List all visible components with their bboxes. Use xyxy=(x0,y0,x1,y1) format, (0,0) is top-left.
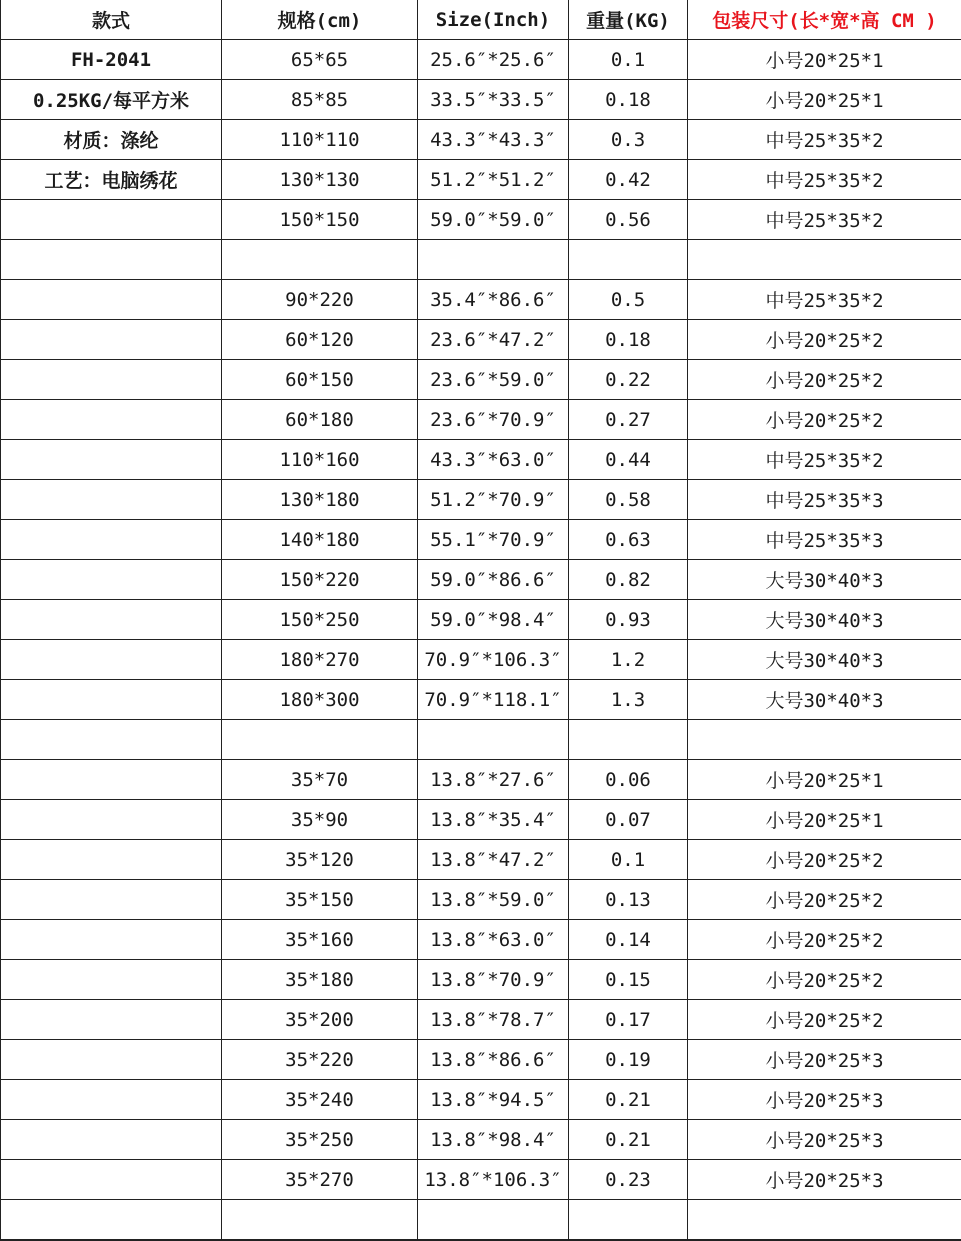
cell-weight xyxy=(569,240,688,280)
cell-size-inch: 25.6″*25.6″ xyxy=(418,40,569,80)
cell-weight: 0.1 xyxy=(569,40,688,80)
cell-size-cm: 35*120 xyxy=(222,840,418,880)
cell-package-size: 小号20*25*2 xyxy=(688,320,961,360)
table-row xyxy=(1,680,961,720)
table-row xyxy=(1,960,961,1000)
cell-weight xyxy=(569,1200,688,1240)
cell-size-cm: 90*220 xyxy=(222,280,418,320)
cell-size-inch: 55.1″*70.9″ xyxy=(418,520,569,560)
cell-size-inch: 13.8″*35.4″ xyxy=(418,800,569,840)
table-row xyxy=(1,480,961,520)
cell-size-cm: 110*160 xyxy=(222,440,418,480)
cell-style xyxy=(1,920,222,960)
cell-package-size: 小号20*25*2 xyxy=(688,920,961,960)
cell-weight: 1.3 xyxy=(569,680,688,720)
table-row xyxy=(1,1200,961,1240)
cell-style xyxy=(1,840,222,880)
cell-size-cm: 150*220 xyxy=(222,560,418,600)
cell-size-cm: 35*180 xyxy=(222,960,418,1000)
cell-package-size: 中号25*35*3 xyxy=(688,520,961,560)
cell-size-cm: 35*250 xyxy=(222,1120,418,1160)
cell-size-inch: 51.2″*70.9″ xyxy=(418,480,569,520)
cell-package-size: 小号20*25*2 xyxy=(688,1000,961,1040)
table-row xyxy=(1,40,961,80)
cell-package-size: 小号20*25*2 xyxy=(688,960,961,1000)
cell-weight: 0.13 xyxy=(569,880,688,920)
cell-size-cm: 35*270 xyxy=(222,1160,418,1200)
cell-size-inch: 13.8″*94.5″ xyxy=(418,1080,569,1120)
header-package-size: 包装尺寸(长*宽*高 CM ) xyxy=(688,0,961,40)
cell-weight: 0.58 xyxy=(569,480,688,520)
cell-size-cm: 35*150 xyxy=(222,880,418,920)
cell-weight: 0.44 xyxy=(569,440,688,480)
cell-weight: 0.07 xyxy=(569,800,688,840)
cell-weight: 0.15 xyxy=(569,960,688,1000)
cell-package-size: 小号20*25*1 xyxy=(688,40,961,80)
cell-size-cm: 35*90 xyxy=(222,800,418,840)
cell-weight: 0.21 xyxy=(569,1120,688,1160)
table-row xyxy=(1,640,961,680)
cell-size-cm: 35*220 xyxy=(222,1040,418,1080)
cell-style xyxy=(1,480,222,520)
cell-package-size: 大号30*40*3 xyxy=(688,560,961,600)
cell-style: 0.25KG/每平方米 xyxy=(1,80,222,120)
table-row xyxy=(1,160,961,200)
cell-style: 材质：涤纶 xyxy=(1,120,222,160)
cell-size-inch: 43.3″*43.3″ xyxy=(418,120,569,160)
cell-style xyxy=(1,680,222,720)
cell-size-cm: 180*270 xyxy=(222,640,418,680)
cell-size-inch: 59.0″*98.4″ xyxy=(418,600,569,640)
cell-size-inch: 35.4″*86.6″ xyxy=(418,280,569,320)
cell-style xyxy=(1,560,222,600)
table-row xyxy=(1,880,961,920)
cell-size-cm xyxy=(222,720,418,760)
cell-size-cm: 60*150 xyxy=(222,360,418,400)
cell-style xyxy=(1,520,222,560)
cell-weight xyxy=(569,720,688,760)
cell-size-cm: 60*180 xyxy=(222,400,418,440)
cell-style xyxy=(1,320,222,360)
cell-weight: 0.19 xyxy=(569,1040,688,1080)
cell-style xyxy=(1,760,222,800)
cell-style xyxy=(1,600,222,640)
cell-package-size xyxy=(688,720,961,760)
cell-package-size xyxy=(688,1200,961,1240)
cell-weight: 0.17 xyxy=(569,1000,688,1040)
cell-size-cm: 35*160 xyxy=(222,920,418,960)
cell-size-inch xyxy=(418,720,569,760)
cell-size-cm: 35*200 xyxy=(222,1000,418,1040)
cell-package-size: 小号20*25*3 xyxy=(688,1080,961,1120)
table-row xyxy=(1,120,961,160)
cell-weight: 0.23 xyxy=(569,1160,688,1200)
cell-weight: 0.18 xyxy=(569,80,688,120)
header-size-inch: Size(Inch) xyxy=(418,0,569,40)
cell-package-size: 小号20*25*3 xyxy=(688,1160,961,1200)
header-size-cm: 规格(cm) xyxy=(222,0,418,40)
cell-size-inch: 13.8″*106.3″ xyxy=(418,1160,569,1200)
cell-style xyxy=(1,1000,222,1040)
cell-size-inch: 13.8″*70.9″ xyxy=(418,960,569,1000)
cell-package-size: 大号30*40*3 xyxy=(688,680,961,720)
cell-package-size: 小号20*25*1 xyxy=(688,80,961,120)
cell-package-size: 小号20*25*1 xyxy=(688,800,961,840)
cell-size-cm: 85*85 xyxy=(222,80,418,120)
cell-weight: 0.21 xyxy=(569,1080,688,1120)
cell-size-inch: 13.8″*63.0″ xyxy=(418,920,569,960)
cell-weight: 0.42 xyxy=(569,160,688,200)
header-style: 款式 xyxy=(1,0,222,40)
cell-style xyxy=(1,280,222,320)
cell-style xyxy=(1,1040,222,1080)
cell-size-cm xyxy=(222,240,418,280)
cell-size-inch: 13.8″*59.0″ xyxy=(418,880,569,920)
cell-size-inch xyxy=(418,240,569,280)
table-row xyxy=(1,600,961,640)
cell-style xyxy=(1,1120,222,1160)
cell-style: 工艺：电脑绣花 xyxy=(1,160,222,200)
cell-package-size: 小号20*25*2 xyxy=(688,400,961,440)
cell-size-inch: 23.6″*70.9″ xyxy=(418,400,569,440)
header-row xyxy=(1,0,961,40)
table-row xyxy=(1,80,961,120)
cell-package-size: 大号30*40*3 xyxy=(688,600,961,640)
table-row xyxy=(1,1120,961,1160)
cell-size-cm: 65*65 xyxy=(222,40,418,80)
cell-size-inch: 70.9″*106.3″ xyxy=(418,640,569,680)
cell-package-size: 中号25*35*2 xyxy=(688,200,961,240)
table-row xyxy=(1,360,961,400)
cell-package-size: 小号20*25*1 xyxy=(688,760,961,800)
table-row xyxy=(1,800,961,840)
cell-style xyxy=(1,200,222,240)
cell-size-cm: 140*180 xyxy=(222,520,418,560)
cell-style xyxy=(1,720,222,760)
table-row xyxy=(1,920,961,960)
cell-weight: 0.1 xyxy=(569,840,688,880)
table-row xyxy=(1,720,961,760)
table-row xyxy=(1,320,961,360)
cell-weight: 0.06 xyxy=(569,760,688,800)
cell-style xyxy=(1,1080,222,1120)
cell-size-inch: 13.8″*86.6″ xyxy=(418,1040,569,1080)
cell-style xyxy=(1,1200,222,1240)
cell-size-inch: 70.9″*118.1″ xyxy=(418,680,569,720)
cell-size-cm: 130*180 xyxy=(222,480,418,520)
cell-package-size: 小号20*25*2 xyxy=(688,840,961,880)
cell-size-inch: 51.2″*51.2″ xyxy=(418,160,569,200)
cell-size-cm: 35*240 xyxy=(222,1080,418,1120)
cell-size-cm: 35*70 xyxy=(222,760,418,800)
cell-size-cm: 150*250 xyxy=(222,600,418,640)
cell-size-cm: 180*300 xyxy=(222,680,418,720)
cell-weight: 0.22 xyxy=(569,360,688,400)
cell-weight: 0.82 xyxy=(569,560,688,600)
cell-size-inch: 13.8″*27.6″ xyxy=(418,760,569,800)
cell-style xyxy=(1,960,222,1000)
header-weight: 重量(KG) xyxy=(569,0,688,40)
cell-style xyxy=(1,1160,222,1200)
cell-size-inch: 13.8″*47.2″ xyxy=(418,840,569,880)
cell-style xyxy=(1,800,222,840)
table-row xyxy=(1,560,961,600)
cell-size-cm: 150*150 xyxy=(222,200,418,240)
cell-weight: 0.3 xyxy=(569,120,688,160)
cell-size-inch: 23.6″*59.0″ xyxy=(418,360,569,400)
table-row xyxy=(1,840,961,880)
cell-package-size: 小号20*25*2 xyxy=(688,360,961,400)
cell-package-size: 小号20*25*2 xyxy=(688,880,961,920)
cell-size-inch: 13.8″*78.7″ xyxy=(418,1000,569,1040)
table-row xyxy=(1,1040,961,1080)
cell-size-cm xyxy=(222,1200,418,1240)
table-row xyxy=(1,240,961,280)
cell-weight: 1.2 xyxy=(569,640,688,680)
cell-weight: 0.93 xyxy=(569,600,688,640)
table-row xyxy=(1,760,961,800)
cell-style xyxy=(1,400,222,440)
cell-style xyxy=(1,240,222,280)
cell-style xyxy=(1,880,222,920)
cell-size-inch: 59.0″*86.6″ xyxy=(418,560,569,600)
cell-package-size: 小号20*25*3 xyxy=(688,1040,961,1080)
cell-size-inch: 33.5″*33.5″ xyxy=(418,80,569,120)
cell-size-inch: 59.0″*59.0″ xyxy=(418,200,569,240)
cell-package-size: 中号25*35*3 xyxy=(688,480,961,520)
cell-package-size: 中号25*35*2 xyxy=(688,280,961,320)
cell-package-size: 中号25*35*2 xyxy=(688,160,961,200)
cell-weight: 0.14 xyxy=(569,920,688,960)
cell-style: FH-2041 xyxy=(1,40,222,80)
cell-weight: 0.5 xyxy=(569,280,688,320)
cell-weight: 0.56 xyxy=(569,200,688,240)
cell-package-size xyxy=(688,240,961,280)
cell-style xyxy=(1,360,222,400)
cell-style xyxy=(1,640,222,680)
table-row xyxy=(1,520,961,560)
cell-size-inch: 23.6″*47.2″ xyxy=(418,320,569,360)
cell-package-size: 中号25*35*2 xyxy=(688,120,961,160)
cell-size-cm: 110*110 xyxy=(222,120,418,160)
cell-size-inch: 43.3″*63.0″ xyxy=(418,440,569,480)
table-row xyxy=(1,200,961,240)
cell-weight: 0.27 xyxy=(569,400,688,440)
cell-size-cm: 130*130 xyxy=(222,160,418,200)
cell-package-size: 大号30*40*3 xyxy=(688,640,961,680)
cell-weight: 0.18 xyxy=(569,320,688,360)
table-row xyxy=(1,440,961,480)
cell-size-inch xyxy=(418,1200,569,1240)
table-body xyxy=(1,40,961,1240)
table-row xyxy=(1,1080,961,1120)
table-row xyxy=(1,400,961,440)
cell-package-size: 小号20*25*3 xyxy=(688,1120,961,1160)
cell-style xyxy=(1,440,222,480)
table-row xyxy=(1,1000,961,1040)
table-row xyxy=(1,280,961,320)
table-row xyxy=(1,1160,961,1200)
cell-weight: 0.63 xyxy=(569,520,688,560)
cell-size-cm: 60*120 xyxy=(222,320,418,360)
cell-package-size: 中号25*35*2 xyxy=(688,440,961,480)
cell-size-inch: 13.8″*98.4″ xyxy=(418,1120,569,1160)
